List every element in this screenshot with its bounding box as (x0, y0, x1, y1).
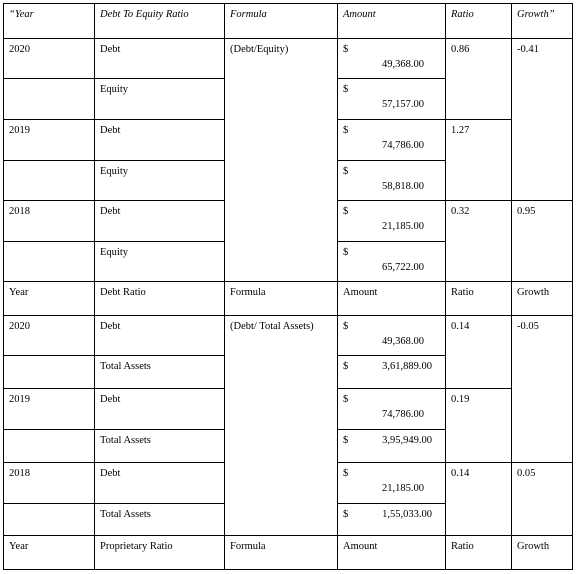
year-cell-empty (4, 79, 95, 120)
amount-cell (338, 201, 446, 242)
year-cell-empty (4, 242, 95, 282)
header-year: “Year (4, 4, 95, 39)
item-cell: Debt (95, 120, 225, 161)
amount-value: 3,61,889.00 (382, 361, 432, 372)
header-growth: Growth” (512, 4, 572, 39)
header-ratio: Ratio (446, 536, 512, 569)
amount-value: 49,368.00 (382, 59, 424, 71)
year-cell: 2019 (4, 120, 95, 161)
item-cell: Total Assets (95, 356, 225, 389)
year-cell: 2020 (4, 39, 95, 79)
ratio-cell: 0.14 (446, 316, 512, 389)
amount-value: 65,722.00 (382, 262, 424, 274)
amount-value: 3,95,949.00 (382, 435, 432, 446)
header-formula: Formula (225, 4, 338, 39)
amount-cell (338, 430, 446, 463)
currency-symbol: $ (343, 321, 349, 332)
currency-symbol: $ (343, 247, 349, 258)
currency-symbol: $ (343, 125, 349, 136)
amount-cell (338, 79, 446, 120)
item-cell: Debt (95, 316, 225, 356)
item-cell: Total Assets (95, 504, 225, 536)
currency-symbol: $ (343, 435, 349, 446)
year-cell: 2020 (4, 316, 95, 356)
ratio-cell: 0.32 (446, 201, 512, 282)
header-year: Year (4, 536, 95, 569)
currency-symbol: $ (343, 84, 349, 95)
header-debt-ratio: Debt Ratio (95, 282, 225, 316)
header-formula: Formula (225, 536, 338, 569)
amount-value: 21,185.00 (382, 221, 424, 233)
amount-value: 1,55,033.00 (382, 509, 432, 520)
growth-cell: 0.95 (512, 201, 572, 282)
amount-value: 49,368.00 (382, 336, 424, 348)
item-cell: Equity (95, 79, 225, 120)
currency-symbol: $ (343, 206, 349, 217)
amount-cell (338, 463, 446, 504)
header-year: Year (4, 282, 95, 316)
currency-symbol: $ (343, 509, 349, 520)
year-cell: 2019 (4, 389, 95, 430)
currency-symbol: $ (343, 166, 349, 177)
currency-symbol: $ (343, 361, 349, 372)
item-cell: Total Assets (95, 430, 225, 463)
amount-cell (338, 39, 446, 79)
formula-cell: (Debt/ Total Assets) (225, 316, 338, 536)
growth-cell: -0.41 (512, 39, 572, 201)
header-debt-to-equity: Debt To Equity Ratio (95, 4, 225, 39)
year-cell: 2018 (4, 463, 95, 504)
amount-value: 74,786.00 (382, 140, 424, 152)
amount-cell (338, 120, 446, 161)
header-growth: Growth (512, 282, 572, 316)
header-amount: Amount (338, 536, 446, 569)
item-cell: Debt (95, 463, 225, 504)
amount-cell (338, 356, 446, 389)
currency-symbol: $ (343, 394, 349, 405)
amount-cell (338, 161, 446, 201)
year-cell: 2018 (4, 201, 95, 242)
item-cell: Equity (95, 242, 225, 282)
item-cell: Debt (95, 389, 225, 430)
amount-value: 58,818.00 (382, 181, 424, 193)
header-growth: Growth (517, 541, 550, 552)
year-cell-empty (4, 504, 95, 536)
growth-cell: 0.05 (512, 463, 572, 536)
ratio-cell: 0.14 (446, 463, 512, 536)
amount-value: 21,185.00 (382, 483, 424, 495)
year-cell-empty (4, 356, 95, 389)
amount-cell (338, 504, 446, 536)
amount-cell (338, 389, 446, 430)
item-cell: Equity (95, 161, 225, 201)
year-cell-empty (4, 430, 95, 463)
header-ratio: Ratio (446, 282, 512, 316)
ratio-cell: 0.86 (446, 39, 512, 120)
header-formula: Formula (225, 282, 338, 316)
item-cell: Debt (95, 201, 225, 242)
amount-cell (338, 242, 446, 282)
ratio-table (3, 3, 573, 570)
formula-cell: (Debt/Equity) (225, 39, 338, 282)
header-ratio: Ratio (446, 4, 512, 39)
ratio-cell: 0.19 (446, 389, 512, 463)
currency-symbol: $ (343, 468, 349, 479)
ratio-cell: 1.27 (446, 120, 512, 201)
growth-cell: -0.05 (512, 316, 572, 463)
header-amount: Amount (338, 4, 446, 39)
header-amount: Amount (338, 282, 446, 316)
item-cell: Debt (95, 39, 225, 79)
amount-cell (338, 316, 446, 356)
header-proprietary-ratio: Proprietary Ratio (95, 536, 225, 569)
amount-value: 57,157.00 (382, 99, 424, 111)
year-cell-empty (4, 161, 95, 201)
amount-value: 74,786.00 (382, 409, 424, 421)
currency-symbol: $ (343, 44, 349, 55)
